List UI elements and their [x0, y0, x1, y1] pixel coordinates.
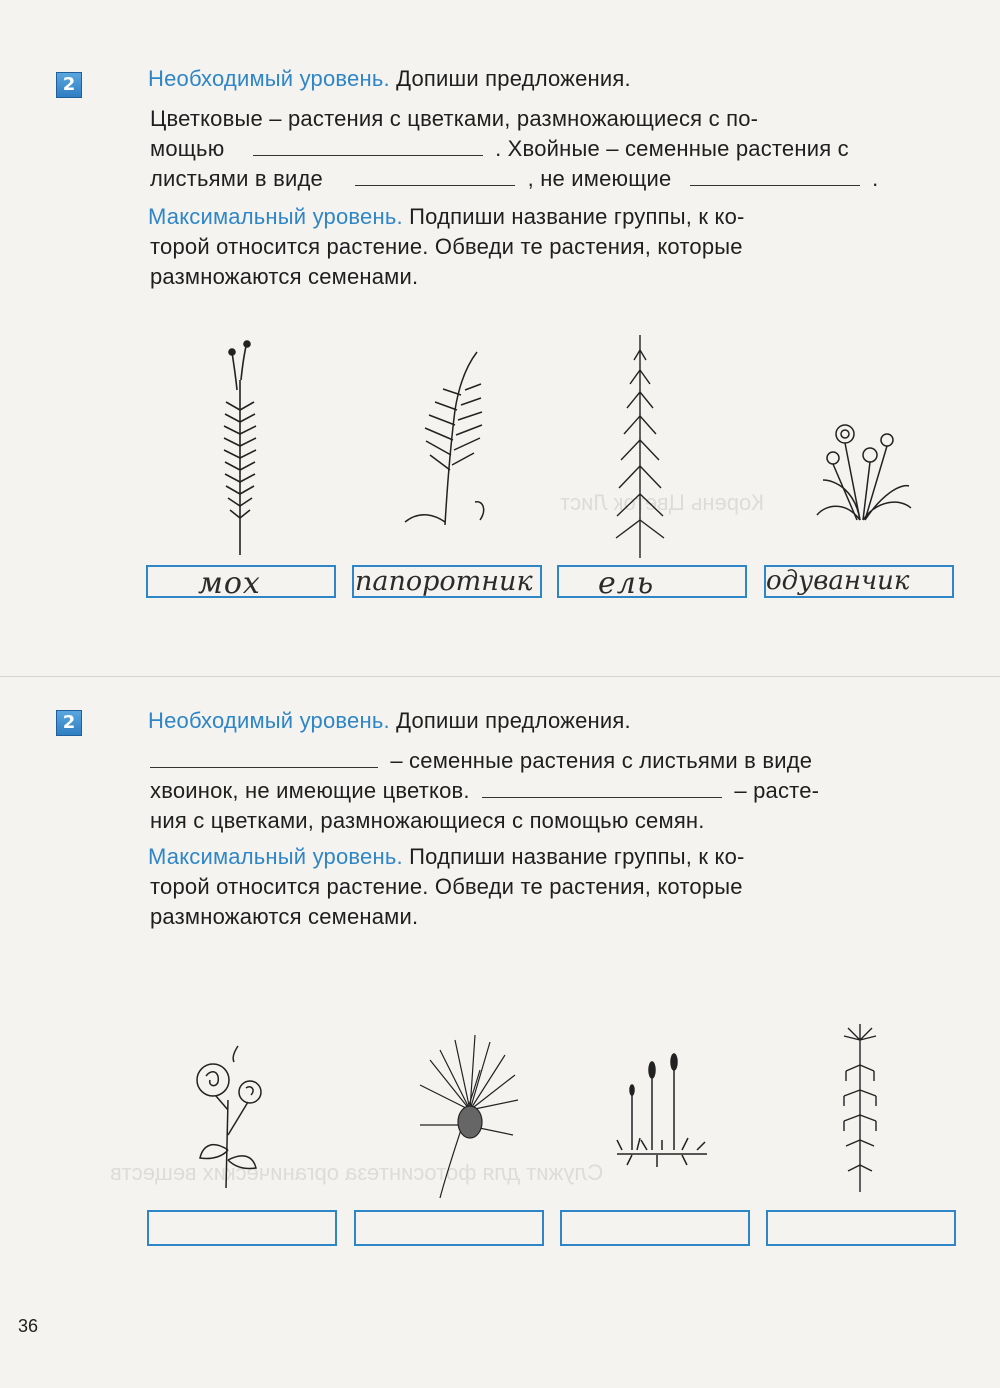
sentence-part: , не имеющие — [527, 166, 672, 191]
handwritten-answer: папоротник — [355, 566, 533, 597]
dandelion-icon — [815, 420, 915, 530]
club-moss-icon — [830, 1020, 890, 1195]
fill-blank[interactable] — [150, 747, 378, 768]
fern-icon — [395, 350, 505, 530]
sentence-part: листьями в виде — [150, 166, 323, 191]
level-label: Необходимый уровень. — [148, 708, 390, 733]
sentence-line: ния с цветками, размножающиеся с помощью семян. — [150, 808, 705, 833]
instruction: Подпиши название группы, к ко- — [409, 204, 745, 229]
sentence-part: хвоинок, не имеющие цветков. — [150, 778, 470, 803]
fill-blank[interactable] — [355, 165, 515, 186]
sentence-line — [150, 746, 812, 776]
level-label: Максимальный уровень. — [148, 204, 403, 229]
instruction: Допиши предложения. — [396, 708, 631, 733]
sentence-line — [150, 164, 878, 194]
pine-branch-icon — [410, 1030, 520, 1200]
sentence-part: мощью — [150, 136, 225, 161]
sentence-part: . — [872, 166, 879, 191]
task2-line — [148, 842, 745, 872]
sentence-part: – семенные растения с листьями в виде — [390, 748, 813, 773]
moss-icon — [612, 1050, 712, 1170]
task1-heading — [148, 64, 631, 94]
handwritten-answer: одуванчик — [766, 566, 910, 596]
sentence-line: Цветковые – растения с цветками, размножающиеся с по- — [150, 106, 759, 131]
level-label: Максимальный уровень. — [148, 844, 403, 869]
instruction: Подпиши название группы, к ко- — [409, 844, 745, 869]
task2-line: торой относится растение. Обведи те растения, которые — [150, 234, 743, 259]
page-number: 36 — [18, 1316, 39, 1336]
sentence-line — [150, 776, 819, 806]
fill-blank[interactable] — [482, 777, 722, 798]
task2-line: размножаются семенами. — [150, 904, 419, 929]
task-number-badge: 2 — [56, 72, 82, 98]
bleed-through-text: Корень Цветок Лист — [560, 490, 765, 515]
level-label: Необходимый уровень. — [148, 66, 390, 91]
instruction: Допиши предложения. — [396, 66, 631, 91]
task2-line: торой относится растение. Обведи те растения, которые — [150, 874, 743, 899]
answer-box[interactable] — [147, 1210, 337, 1246]
rose-icon — [188, 1040, 273, 1190]
task2-line: размножаются семенами. — [150, 264, 419, 289]
sentence-part: – расте- — [734, 778, 820, 803]
moss-icon — [205, 340, 275, 560]
sentence-line — [150, 134, 849, 164]
task-number-badge: 2 — [56, 710, 82, 736]
answer-box[interactable] — [766, 1210, 956, 1246]
handwritten-answer: ель — [598, 566, 655, 601]
sentence-part: . Хвойные – семенные растения с — [495, 136, 849, 161]
answer-box[interactable] — [560, 1210, 750, 1246]
section-divider — [0, 676, 1000, 677]
spruce-icon — [610, 330, 670, 560]
task1-heading — [148, 706, 631, 736]
bleed-through-text: Служит для фотосинтеза органических веществ — [110, 1160, 604, 1185]
fill-blank[interactable] — [253, 135, 483, 156]
answer-box[interactable] — [354, 1210, 544, 1246]
task2-line — [148, 202, 745, 232]
fill-blank[interactable] — [690, 165, 860, 186]
handwritten-answer: мох — [198, 566, 261, 601]
